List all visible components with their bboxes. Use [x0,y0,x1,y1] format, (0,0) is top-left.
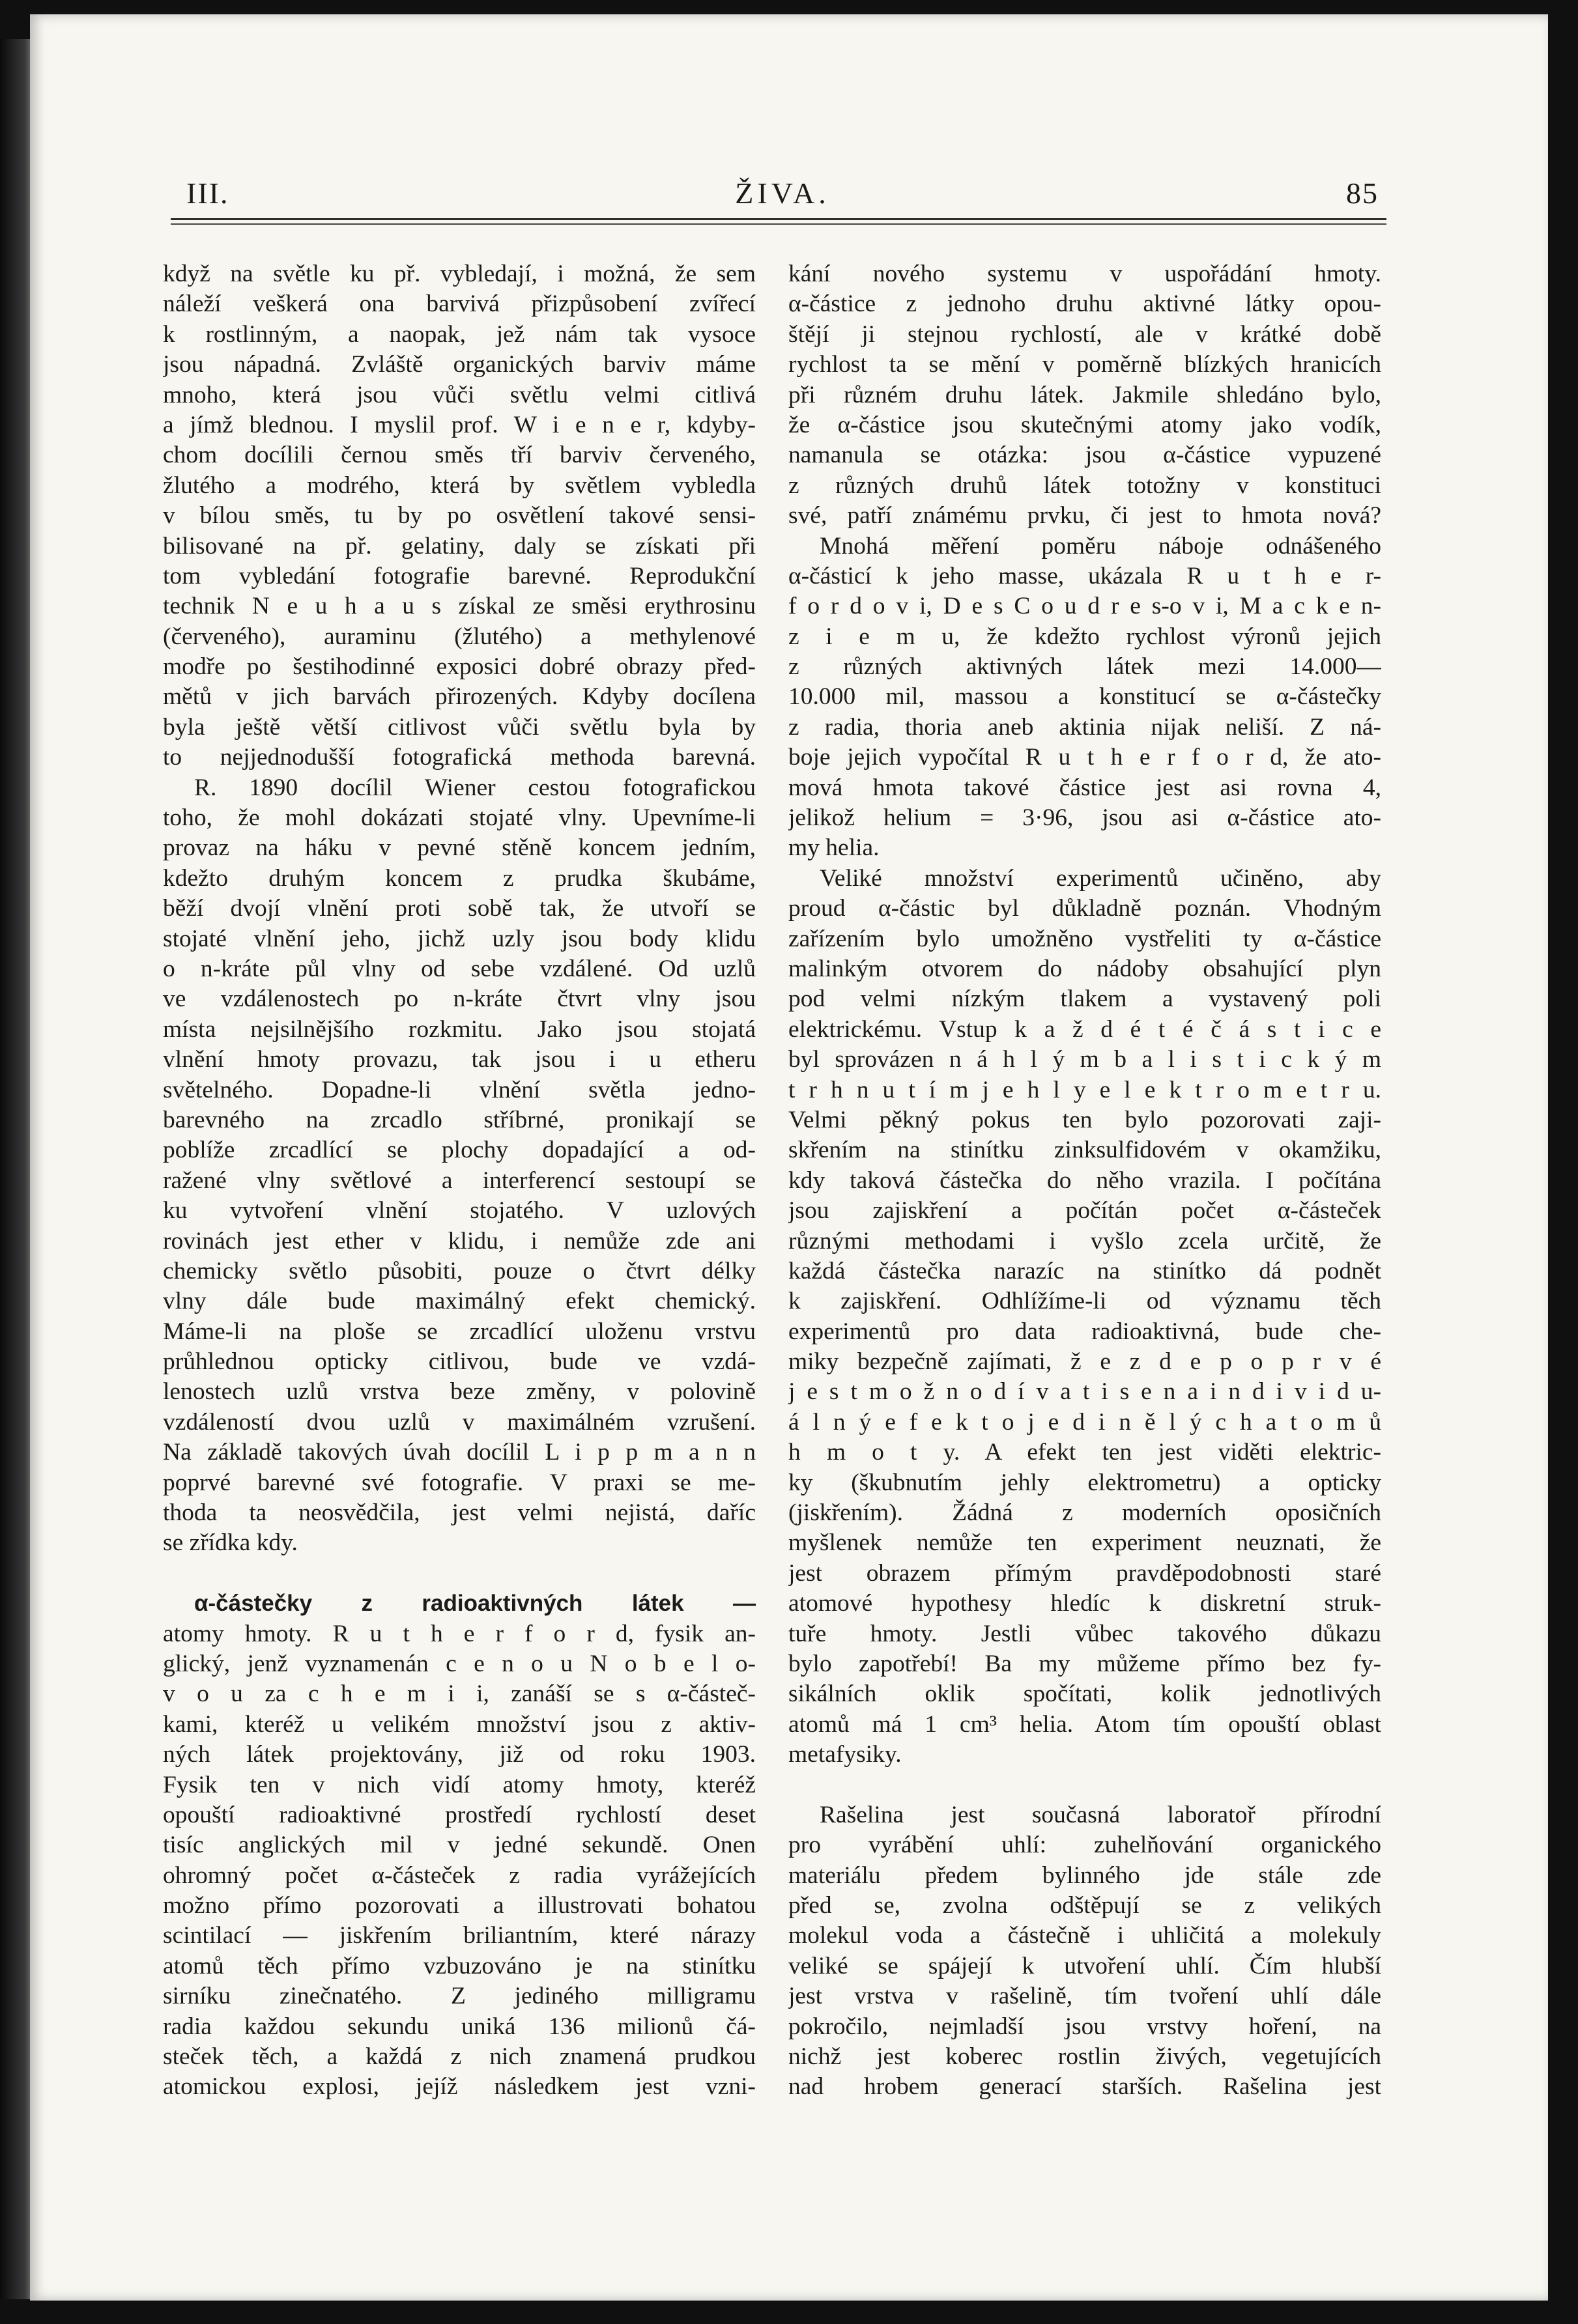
text-line: mnoho, která jsou vůči světlu velmi citlivá [163,381,756,408]
text-line: opouští radioaktivné prostředí rychlostí deset [163,1801,756,1828]
text-line: sikálních oklik spočítati, kolik jednotlivých [788,1680,1381,1708]
text-line: o n-kráte půl vlny od sebe vzdálené. Od uzlů [163,955,756,982]
text-line: ohromný počet α-částeček z radia vyrážejících [163,1862,756,1889]
text-line: chemicky světlo působiti, pouze o čtvrt délky [163,1257,756,1284]
text-line: atomů má 1 cm³ helia. Atom tím opouští oblast [788,1710,1381,1738]
header-rule-top [171,218,1386,220]
text-line: před se, zvolna odštěpují se z velikých [788,1892,1381,1920]
text-line: h m o t y. A efekt ten jest viděti elektric- [788,1439,1381,1466]
text-line: se zřídka kdy. [163,1529,298,1557]
text-line: metafysiky. [788,1741,902,1768]
text-line: různými methodami i vyšlo zcela určitě, že [788,1227,1381,1254]
text-line: malinkým otvorem do nádoby obsahující plyn [788,955,1381,982]
text-line: stojaté vlnění jeho, jichž uzly jsou body klidu [163,925,756,952]
text-line: kdežto druhým koncem z prudka škubáme, [163,864,756,892]
text-line: náleží veškerá ona barvivá přizpůsobení zvířecí [163,290,756,318]
text-line: skřením na stinítku zinksulfidovém v okamžiku, [788,1137,1381,1164]
text-line: Rašelina jest současná laboratoř přírodní [820,1801,1381,1828]
text-line: chom docílili černou směs tří barviv červeného, [163,442,756,469]
text-line: ku vytvoření vlnění stojatého. V uzlových [163,1197,756,1225]
text-line: pokročilo, nejmladší jsou vrstvy hoření, na [788,2013,1381,2040]
text-line: tuře hmoty. Jestli vůbec takového důkazu [788,1620,1381,1647]
text-line: my helia. [788,834,880,862]
text-line: z radia, thoria aneb aktinia nijak neliší. Z ná- [788,713,1381,741]
text-line: rychlost ta se mění v poměrně blízkých hranicích [788,351,1381,378]
text-line: jest vrstva v rašelině, tím tvoření uhlí dále [788,1983,1381,2010]
text-line: tisíc anglických mil v jedné sekundě. Onen [163,1832,756,1859]
text-line: molekul voda a částečně i uhličitá a molekuly [788,1922,1381,1949]
text-line: α-částicí k jeho masse, ukázala R u t h e r- [788,562,1381,589]
left-text-column [163,259,756,2103]
text-line: žlutého a modrého, která by světlem vybledla [163,472,756,499]
text-line: technik N e u h a u s získal ze směsi erythrosinu [163,593,756,620]
text-line: a jímž blednou. I myslil prof. W i e n e r, kdyby- [163,411,756,438]
text-line: průhlednou opticky citlivou, bude ve vzdá- [163,1348,756,1376]
text-line: ražené vlny světlové a interferencí sestoupí se [163,1167,756,1194]
journal-title: ŽIVA. [735,177,830,210]
text-line: materiálu předem bylinného jde stále zde [788,1862,1381,1889]
text-line: toho, že mohl dokázati stojaté vlny. Upevníme-li [163,804,756,832]
text-line: bilisované na př. gelatiny, daly se získati při [163,532,756,560]
text-line: Mnohá měření poměru náboje odnášeného [820,532,1381,560]
text-line: elektrickému. Vstup k a ž d é t é č á s t i c e [788,1015,1381,1043]
text-line: jsou zajiskření a počítán počet α-částeček [788,1197,1381,1225]
text-line: atomové hypothesy hledíc k diskretní struk- [788,1590,1381,1617]
text-line: z různých aktivných látek mezi 14.000— [788,653,1381,681]
text-line: Fysik ten v nich vidí atomy hmoty, kteréž [163,1771,756,1798]
text-line: proud α-částic byl důkladně poznán. Vhodným [788,895,1381,922]
text-line: bylo zapotřebí! Ba my můžeme přímo bez fy- [788,1650,1381,1677]
text-line: tom vybledání fotografie barevné. Reprodukční [163,562,756,589]
text-line: v o u za c h e m i i, zanáší se s α-částeč- [163,1680,756,1708]
text-line: vlnění hmoty provazu, tak jsou i u etheru [163,1046,756,1073]
text-line: namanula se otázka: jsou α-částice vypuzené [788,442,1381,469]
running-header [186,176,1379,215]
text-line: provaz na háku v pevné stěně koncem jedním, [163,834,756,862]
text-line: steček těch, a každá z nich znamená prudkou [163,2043,756,2071]
text-line: 10.000 mil, massou a konstitucí se α-částečky [788,683,1381,711]
text-line: scintilací — jiskřením briliantním, které nárazy [163,1922,756,1949]
text-line [163,1559,756,1589]
right-text-column [788,259,1381,2103]
text-line: experimentů pro data radioaktivná, bude che- [788,1318,1381,1345]
text-line: α-částice z jednoho druhu aktivné látky opou- [788,290,1381,318]
text-line: atomickou explosi, jejíž následkem jest vzni- [163,2073,756,2101]
text-line: kami, kteréž u velikém množství jsou z aktiv- [163,1710,756,1738]
text-line: Na základě takových úvah docílil L i p p m a n n [163,1439,756,1466]
text-line: kání nového systemu v uspořádání hmoty. [788,261,1381,287]
text-line: při různém druhu látek. Jakmile shledáno bylo, [788,381,1381,408]
text-line [788,1770,1381,1800]
text-line: ných látek projektovány, již od roku 1903. [163,1741,756,1768]
text-line: že α-částice jsou skutečnými atomy jako vodík, [788,411,1381,438]
text-line: á l n ý e f e k t o j e d i n ě l ý c h a t o m ů [788,1408,1381,1436]
text-line: byl sprovázen n á h l ý m b a l i s t i c k ý m [788,1046,1381,1073]
text-line: R. 1890 docílil Wiener cestou fotografickou [194,774,756,801]
text-line: štějí ji stejnou rychlostí, ale v krátké době [788,320,1381,348]
text-line: mětů v jich barvách přirozených. Kdyby docílena [163,683,756,711]
text-line: běží dvojí vlnění proti sobě tak, že utvoří se [163,895,756,922]
text-line: poblíže zrcadlící se plochy dopadající a od- [163,1137,756,1164]
text-line: světelného. Dopadne-li vlnění světla jedno- [163,1076,756,1103]
text-line: t r h n u t í m j e h l y e l e k t r o m e t r u. [788,1076,1381,1103]
text-line: mová hmota takové částice jest asi rovna 4, [788,774,1381,801]
text-line: lenostech uzlů vrstva beze změny, v polovině [163,1378,756,1406]
text-line: nichž jest koberec rostlin živých, vegetujících [788,2043,1381,2071]
text-line: pro vyrábění uhlí: zuhelňování organického [788,1832,1381,1859]
text-line: barevného na zrcadlo stříbrné, pronikají se [163,1106,756,1133]
text-line: v bílou směs, tu by po osvětlení takové sensi- [163,502,756,530]
text-line: místa nejsilnějšího rozkmitu. Jako jsou stojatá [163,1015,756,1043]
text-line: radia každou sekundu uniká 136 milionů čá- [163,2013,756,2040]
text-line: možno přímo pozorovati a illustrovati bohatou [163,1892,756,1920]
text-line: miky bezpečně zajímati, ž e z d e p o p r v é [788,1348,1381,1376]
volume-number: III. [186,177,229,210]
text-line: boje jejich vypočítal R u t h e r f o r d, že ato- [788,744,1381,771]
text-line: Velmi pěkný pokus ten bylo pozorovati zaji- [788,1106,1381,1133]
text-line: veliké se spájejí k utvoření uhlí. Čím hlubší [788,1952,1381,1979]
page-number: 85 [1346,177,1379,210]
header-rule-bottom [171,223,1386,225]
text-line: f o r d o v i, D e s C o u d r e s-o v i, M a c k e n- [788,593,1381,620]
text-line: vzdáleností dvou uzlů v maximálném vzrušení. [163,1408,756,1436]
text-line: nad hrobem generací starších. Rašelina jest [788,2073,1381,2101]
text-line: sirníku zinečnatého. Z jediného milligramu [163,1983,756,2010]
text-line: kdy taková částečka do něho vrazila. I počítána [788,1167,1381,1194]
text-line: zařízením bylo umožněno vystřeliti ty α-částice [788,925,1381,952]
text-line: α-částečky z radioaktivných látek — [194,1591,756,1617]
text-line: ky (škubnutím jehly elektrometru) a opticky [788,1469,1381,1496]
text-line: pod velmi nízkým tlakem a vystavený poli [788,985,1381,1013]
text-line: atomy hmoty. R u t h e r f o r d, fysik an- [163,1620,756,1647]
text-line: k rostlinným, a naopak, jež nám tak vysoce [163,320,756,348]
text-line: jest obrazem přímým pravděpodobnosti staré [788,1559,1381,1587]
text-line: z různých druhů látek totožny v konstituci [788,472,1381,499]
text-line: (červeného), auraminu (žlutého) a methylenové [163,623,756,650]
text-line: Máme-li na ploše se zrcadlící uloženu vrstvu [163,1318,756,1345]
text-line: když na světle ku př. vybledají, i možná, že sem [163,261,756,287]
text-line: k zajiskření. Odhlížíme-li od významu těch [788,1288,1381,1315]
text-line: ve vzdálenostech po n-kráte čtvrt vlny jsou [163,985,756,1013]
text-line: jelikož helium = 3·96, jsou asi α-částice ato- [788,804,1381,832]
text-line: (jiskřením). Žádná z moderních oposičních [788,1499,1381,1527]
text-line: to nejjednodušší fotografická methoda barevná. [163,744,756,771]
text-line: své, patří známému prvku, či jest to hmota nová? [788,502,1381,530]
text-line: Veliké množství experimentů učiněno, aby [820,864,1381,892]
text-line: z i e m u, že kdežto rychlost výronů jejich [788,623,1381,650]
text-line: glický, jenž vyznamenán c e n o u N o b e l o- [163,1650,756,1677]
text-line: myšlenek nemůže ten experiment neuznati, že [788,1529,1381,1557]
text-line: vlny dále bude maximálný efekt chemický. [163,1288,756,1315]
text-line: poprvé barevné své fotografie. V praxi se me- [163,1469,756,1496]
text-line: rovinách jest ether v klidu, i nemůže zde ani [163,1227,756,1254]
text-line: každá částečka narazíc na stinítko dá podnět [788,1257,1381,1284]
text-line: byla ještě větší citlivost vůči světlu byla by [163,713,756,741]
text-line: jsou nápadná. Zvláště organických barviv máme [163,351,756,378]
text-line: j e s t m o ž n o d í v a t i s e n a i n d i v i d u- [788,1378,1381,1406]
text-line: atomů těch přímo vzbuzováno je na stinítku [163,1952,756,1979]
text-line: thoda ta neosvědčila, jest velmi nejistá, daříc [163,1499,756,1527]
text-line: modře po šestihodinné exposici dobré obrazy před- [163,653,756,681]
